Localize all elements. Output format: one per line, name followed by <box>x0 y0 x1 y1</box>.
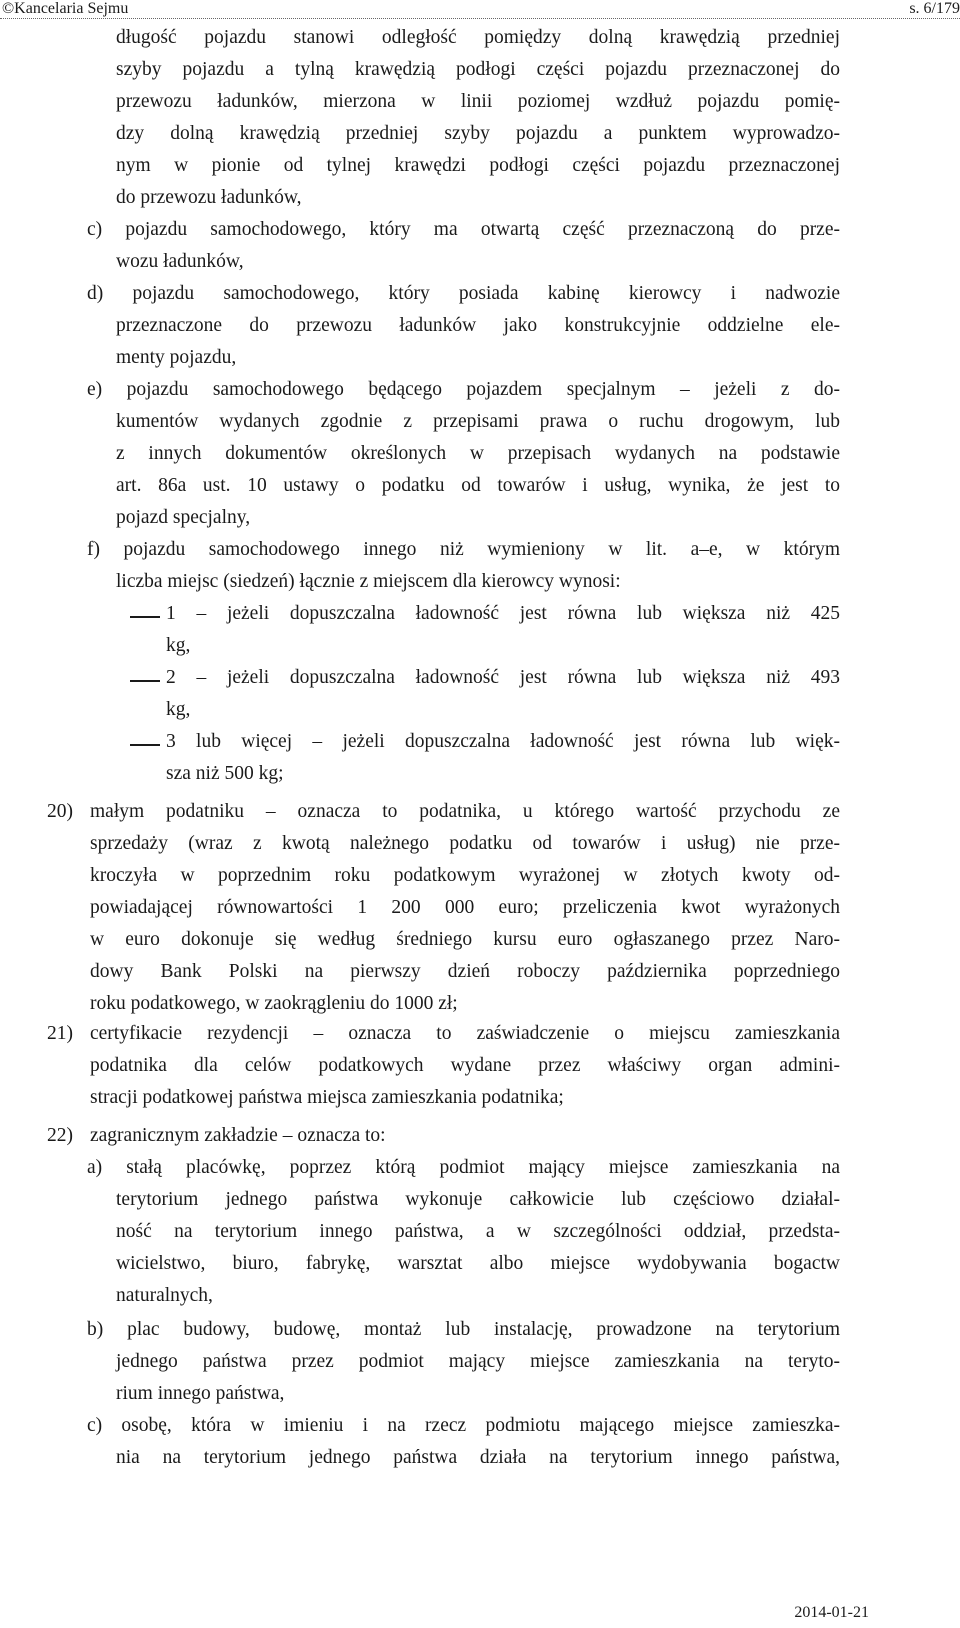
text-line: e) pojazdu samochodowego będącego pojazdem specjalnym – jeżeli z do- <box>87 379 840 400</box>
text-line: podatnika dla celów podatkowych wydane przez właściwy organ admini- <box>90 1055 840 1076</box>
text-line: przeznaczone do przewozu ładunków jako konstrukcyjnie oddzielne ele- <box>116 315 840 336</box>
item-number-22: 22) <box>47 1125 73 1146</box>
text-line: kg, <box>166 699 191 720</box>
text-line: kroczyła w poprzednim roku podatkowym wyrażonej w złotych kwoty od- <box>90 865 840 886</box>
text-line: długość pojazdu stanowi odległość pomiędzy dolną krawędzią przedniej <box>116 27 840 48</box>
text-line: c) pojazdu samochodowego, który ma otwartą część przeznaczoną do prze- <box>87 219 840 240</box>
text-line: pojazd specjalny, <box>116 507 251 528</box>
text-line: zagranicznym zakładzie – oznacza to: <box>90 1125 386 1146</box>
text-line: 3 lub więcej – jeżeli dopuszczalna ładowność jest równa lub więk- <box>166 731 840 752</box>
text-line: rium innego państwa, <box>116 1383 285 1404</box>
text-line: powiadającej równowartości 1 200 000 euro; przeliczenia kwot wyrażonych <box>90 897 840 918</box>
text-line: art. 86a ust. 10 ustawy o podatku od towarów i usług, wynika, że jest to <box>116 475 840 496</box>
header-copyright: ©Kancelaria Sejmu <box>2 0 129 17</box>
text-line: roku podatkowego, w zaokrągleniu do 1000 zł; <box>90 993 458 1014</box>
text-line: stracji podatkowej państwa miejsca zamieszkania podatnika; <box>90 1087 564 1108</box>
header-divider <box>0 18 960 19</box>
footer-date: 2014-01-21 <box>794 1604 869 1621</box>
text-line: 2 – jeżeli dopuszczalna ładowność jest równa lub większa niż 493 <box>166 667 840 688</box>
text-line: c) osobę, która w imieniu i na rzecz podmiotu mającego miejsce zamieszka- <box>87 1415 840 1436</box>
text-line: naturalnych, <box>116 1285 213 1306</box>
text-line: b) plac budowy, budowę, montaż lub instalację, prowadzone na terytorium <box>87 1319 840 1340</box>
text-line: sza niż 500 kg; <box>166 763 284 784</box>
text-line: d) pojazdu samochodowego, który posiada kabinę kierowcy i nadwozie <box>87 283 840 304</box>
list-dash <box>130 744 160 746</box>
text-line: szyby pojazdu a tylną krawędzią podłogi części pojazdu przeznaczonej do <box>116 59 840 80</box>
text-line: dzy dolną krawędzią przedniej szyby pojazdu a punktem wyprowadzo- <box>116 123 840 144</box>
text-line: dowy Bank Polski na pierwszy dzień roboczy października poprzedniego <box>90 961 840 982</box>
text-line: a) stałą placówkę, poprzez którą podmiot mający miejsce zamieszkania na <box>87 1157 840 1178</box>
text-line: do przewozu ładunków, <box>116 187 302 208</box>
item-number-21: 21) <box>47 1023 73 1044</box>
text-line: f) pojazdu samochodowego innego niż wymieniony w lit. a–e, w którym <box>87 539 840 560</box>
text-line: nia na terytorium jednego państwa działa na terytorium innego państwa, <box>116 1447 840 1468</box>
text-line: 1 – jeżeli dopuszczalna ładowność jest równa lub większa niż 425 <box>166 603 840 624</box>
text-line: wozu ładunków, <box>116 251 244 272</box>
text-line: terytorium jednego państwa wykonuje całkowicie lub częściowo działal- <box>116 1189 840 1210</box>
text-line: certyfikacie rezydencji – oznacza to zaświadczenie o miejscu zamieszkania <box>90 1023 840 1044</box>
text-line: kg, <box>166 635 191 656</box>
page-number: s. 6/179 <box>909 0 960 17</box>
text-line: jednego państwa przez podmiot mający miejsce zamieszkania na teryto- <box>116 1351 840 1372</box>
text-line: z innych dokumentów określonych w przepisach wydanych na podstawie <box>116 443 840 464</box>
text-line: kumentów wydanych zgodnie z przepisami prawa o ruchu drogowym, lub <box>116 411 840 432</box>
list-dash <box>130 616 160 618</box>
text-line: menty pojazdu, <box>116 347 237 368</box>
text-line: sprzedaży (wraz z kwotą należnego podatku od towarów i usług) nie prze- <box>90 833 840 854</box>
list-dash <box>130 680 160 682</box>
text-line: ność na terytorium innego państwa, a w szczególności oddział, przedsta- <box>116 1221 840 1242</box>
text-line: przewozu ładunków, mierzona w linii poziomej wzdłuż pojazdu pomię- <box>116 91 840 112</box>
item-number-20: 20) <box>47 801 73 822</box>
text-line: w euro dokonuje się według średniego kursu euro ogłaszanego przez Naro- <box>90 929 840 950</box>
text-line: małym podatniku – oznacza to podatnika, u którego wartość przychodu ze <box>90 801 840 822</box>
text-line: wicielstwo, biuro, fabrykę, warsztat albo miejsce wydobywania bogactw <box>116 1253 840 1274</box>
text-line: liczba miejsc (siedzeń) łącznie z miejscem dla kierowcy wynosi: <box>116 571 621 592</box>
text-line: nym w pionie od tylnej krawędzi podłogi części pojazdu przeznaczonej <box>116 155 840 176</box>
